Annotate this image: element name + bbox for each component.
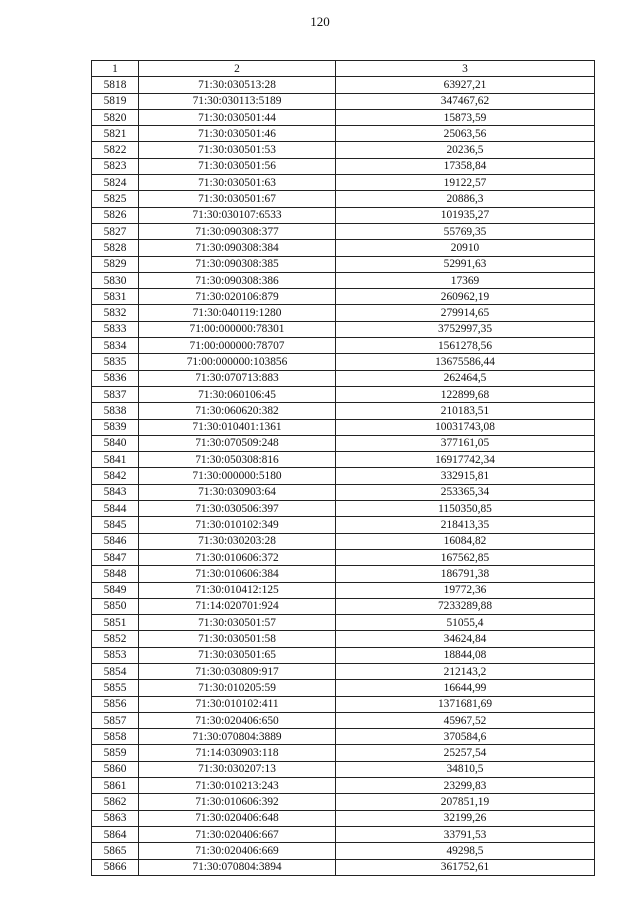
value-cell: 20910: [336, 240, 595, 256]
value-cell: 20886,3: [336, 191, 595, 207]
value-cell: 15873,59: [336, 109, 595, 125]
row-number-cell: 5826: [92, 207, 139, 223]
value-cell: 370584,6: [336, 729, 595, 745]
cadastral-number-cell: 71:30:000000:5180: [139, 468, 336, 484]
value-cell: 13675586,44: [336, 354, 595, 370]
cadastral-number-cell: 71:30:020406:648: [139, 810, 336, 826]
row-number-cell: 5827: [92, 223, 139, 239]
value-cell: 23299,83: [336, 778, 595, 794]
cadastral-number-cell: 71:30:030501:44: [139, 109, 336, 125]
cadastral-number-cell: 71:30:010606:392: [139, 794, 336, 810]
value-cell: 377161,05: [336, 435, 595, 451]
value-cell: 33791,53: [336, 826, 595, 842]
cadastral-number-cell: 71:30:090308:386: [139, 272, 336, 288]
cadastral-number-cell: 71:00:000000:78707: [139, 338, 336, 354]
row-number-cell: 5864: [92, 826, 139, 842]
row-number-cell: 5858: [92, 729, 139, 745]
value-cell: 16917742,34: [336, 452, 595, 468]
row-number-cell: 5860: [92, 761, 139, 777]
value-cell: 52991,63: [336, 256, 595, 272]
row-number-cell: 5854: [92, 663, 139, 679]
cadastral-number-cell: 71:30:060620:382: [139, 403, 336, 419]
row-number-cell: 5824: [92, 175, 139, 191]
cadastral-number-cell: 71:30:010102:349: [139, 517, 336, 533]
row-number-cell: 5866: [92, 859, 139, 875]
cadastral-value-table: [91, 60, 595, 876]
table-row: [92, 582, 595, 598]
column-header-3: 3: [336, 61, 595, 77]
row-number-cell: 5846: [92, 533, 139, 549]
table-row: [92, 403, 595, 419]
table-row: [92, 419, 595, 435]
table-row: [92, 859, 595, 875]
table-row: [92, 142, 595, 158]
table-row: [92, 452, 595, 468]
table-row: [92, 256, 595, 272]
value-cell: 332915,81: [336, 468, 595, 484]
value-cell: 7233289,88: [336, 598, 595, 614]
row-number-cell: 5822: [92, 142, 139, 158]
table-row: [92, 696, 595, 712]
table-row: [92, 598, 595, 614]
table-row: [92, 729, 595, 745]
value-cell: 1371681,69: [336, 696, 595, 712]
cadastral-number-cell: 71:14:020701:924: [139, 598, 336, 614]
cadastral-number-cell: 71:30:090308:385: [139, 256, 336, 272]
value-cell: 19122,57: [336, 175, 595, 191]
table-row: [92, 370, 595, 386]
row-number-cell: 5820: [92, 109, 139, 125]
value-cell: 218413,35: [336, 517, 595, 533]
value-cell: 101935,27: [336, 207, 595, 223]
table-header-row: [92, 61, 595, 77]
cadastral-number-cell: 71:30:030501:56: [139, 158, 336, 174]
row-number-cell: 5829: [92, 256, 139, 272]
row-number-cell: 5833: [92, 321, 139, 337]
row-number-cell: 5865: [92, 843, 139, 859]
cadastral-number-cell: 71:30:030203:28: [139, 533, 336, 549]
cadastral-number-cell: 71:30:070804:3889: [139, 729, 336, 745]
table-row: [92, 501, 595, 517]
table-row: [92, 321, 595, 337]
cadastral-number-cell: 71:30:010213:243: [139, 778, 336, 794]
row-number-cell: 5840: [92, 435, 139, 451]
row-number-cell: 5856: [92, 696, 139, 712]
cadastral-number-cell: 71:30:030501:57: [139, 615, 336, 631]
table-row: [92, 663, 595, 679]
row-number-cell: 5825: [92, 191, 139, 207]
row-number-cell: 5847: [92, 549, 139, 565]
table-row: [92, 158, 595, 174]
value-cell: 20236,5: [336, 142, 595, 158]
cadastral-number-cell: 71:30:030501:67: [139, 191, 336, 207]
cadastral-number-cell: 71:30:050308:816: [139, 452, 336, 468]
cadastral-number-cell: 71:30:070713:883: [139, 370, 336, 386]
cadastral-number-cell: 71:30:010102:411: [139, 696, 336, 712]
table-row: [92, 338, 595, 354]
row-number-cell: 5839: [92, 419, 139, 435]
table-row: [92, 794, 595, 810]
cadastral-number-cell: 71:30:010412:125: [139, 582, 336, 598]
table-row: [92, 712, 595, 728]
cadastral-number-cell: 71:30:030107:6533: [139, 207, 336, 223]
table-row: [92, 126, 595, 142]
table-row: [92, 223, 595, 239]
value-cell: 17358,84: [336, 158, 595, 174]
value-cell: 16084,82: [336, 533, 595, 549]
table-row: [92, 191, 595, 207]
cadastral-number-cell: 71:30:030501:46: [139, 126, 336, 142]
cadastral-number-cell: 71:30:030513:28: [139, 77, 336, 93]
table-row: [92, 354, 595, 370]
table-row: [92, 109, 595, 125]
cadastral-number-cell: 71:30:090308:377: [139, 223, 336, 239]
value-cell: 34810,5: [336, 761, 595, 777]
row-number-cell: 5821: [92, 126, 139, 142]
cadastral-number-cell: 71:30:030207:13: [139, 761, 336, 777]
value-cell: 63927,21: [336, 77, 595, 93]
value-cell: 167562,85: [336, 549, 595, 565]
value-cell: 18844,08: [336, 647, 595, 663]
table-row: [92, 631, 595, 647]
value-cell: 19772,36: [336, 582, 595, 598]
table-row: [92, 826, 595, 842]
cadastral-number-cell: 71:30:030506:397: [139, 501, 336, 517]
cadastral-number-cell: 71:30:070804:3894: [139, 859, 336, 875]
row-number-cell: 5838: [92, 403, 139, 419]
table-row: [92, 778, 595, 794]
cadastral-number-cell: 71:30:030501:58: [139, 631, 336, 647]
table-row: [92, 761, 595, 777]
cadastral-number-cell: 71:30:010205:59: [139, 680, 336, 696]
row-number-cell: 5831: [92, 289, 139, 305]
table-row: [92, 843, 595, 859]
row-number-cell: 5834: [92, 338, 139, 354]
value-cell: 25257,54: [336, 745, 595, 761]
table-row: [92, 566, 595, 582]
cadastral-number-cell: 71:30:030113:5189: [139, 93, 336, 109]
cadastral-number-cell: 71:30:010401:1361: [139, 419, 336, 435]
value-cell: 10031743,08: [336, 419, 595, 435]
table-row: [92, 484, 595, 500]
value-cell: 186791,38: [336, 566, 595, 582]
row-number-cell: 5863: [92, 810, 139, 826]
value-cell: 45967,52: [336, 712, 595, 728]
row-number-cell: 5823: [92, 158, 139, 174]
value-cell: 260962,19: [336, 289, 595, 305]
table-body: [92, 77, 595, 876]
table-row: [92, 533, 595, 549]
table-row: [92, 810, 595, 826]
cadastral-number-cell: 71:30:030809:917: [139, 663, 336, 679]
row-number-cell: 5837: [92, 386, 139, 402]
row-number-cell: 5835: [92, 354, 139, 370]
cadastral-number-cell: 71:14:030903:118: [139, 745, 336, 761]
cadastral-number-cell: 71:00:000000:78301: [139, 321, 336, 337]
value-cell: 1561278,56: [336, 338, 595, 354]
cadastral-number-cell: 71:30:010606:372: [139, 549, 336, 565]
value-cell: 17369: [336, 272, 595, 288]
table-row: [92, 93, 595, 109]
row-number-cell: 5848: [92, 566, 139, 582]
cadastral-number-cell: 71:30:010606:384: [139, 566, 336, 582]
cadastral-number-cell: 71:30:030903:64: [139, 484, 336, 500]
value-cell: 207851,19: [336, 794, 595, 810]
row-number-cell: 5851: [92, 615, 139, 631]
row-number-cell: 5845: [92, 517, 139, 533]
value-cell: 49298,5: [336, 843, 595, 859]
table-row: [92, 175, 595, 191]
cadastral-number-cell: 71:30:020406:650: [139, 712, 336, 728]
row-number-cell: 5843: [92, 484, 139, 500]
cadastral-number-cell: 71:30:030501:65: [139, 647, 336, 663]
table-row: [92, 468, 595, 484]
table-row: [92, 435, 595, 451]
row-number-cell: 5828: [92, 240, 139, 256]
value-cell: 55769,35: [336, 223, 595, 239]
row-number-cell: 5861: [92, 778, 139, 794]
row-number-cell: 5850: [92, 598, 139, 614]
value-cell: 279914,65: [336, 305, 595, 321]
cadastral-number-cell: 71:30:090308:384: [139, 240, 336, 256]
value-cell: 262464,5: [336, 370, 595, 386]
value-cell: 361752,61: [336, 859, 595, 875]
value-cell: 253365,34: [336, 484, 595, 500]
row-number-cell: 5857: [92, 712, 139, 728]
row-number-cell: 5842: [92, 468, 139, 484]
table-row: [92, 549, 595, 565]
cadastral-number-cell: 71:30:020406:669: [139, 843, 336, 859]
value-cell: 51055,4: [336, 615, 595, 631]
table-row: [92, 272, 595, 288]
row-number-cell: 5855: [92, 680, 139, 696]
page-number: 120: [310, 14, 330, 29]
row-number-cell: 5819: [92, 93, 139, 109]
row-number-cell: 5830: [92, 272, 139, 288]
cadastral-number-cell: 71:30:030501:63: [139, 175, 336, 191]
value-cell: 212143,2: [336, 663, 595, 679]
value-cell: 25063,56: [336, 126, 595, 142]
row-number-cell: 5832: [92, 305, 139, 321]
row-number-cell: 5818: [92, 77, 139, 93]
row-number-cell: 5836: [92, 370, 139, 386]
value-cell: 3752997,35: [336, 321, 595, 337]
cadastral-number-cell: 71:30:070509:248: [139, 435, 336, 451]
table-row: [92, 386, 595, 402]
value-cell: 122899,68: [336, 386, 595, 402]
row-number-cell: 5853: [92, 647, 139, 663]
table-row: [92, 240, 595, 256]
row-number-cell: 5859: [92, 745, 139, 761]
cadastral-number-cell: 71:30:020106:879: [139, 289, 336, 305]
cadastral-number-cell: 71:30:060106:45: [139, 386, 336, 402]
table-row: [92, 77, 595, 93]
table-row: [92, 289, 595, 305]
cadastral-number-cell: 71:30:020406:667: [139, 826, 336, 842]
cadastral-number-cell: 71:30:040119:1280: [139, 305, 336, 321]
table-row: [92, 745, 595, 761]
value-cell: 210183,51: [336, 403, 595, 419]
table-row: [92, 680, 595, 696]
table-row: [92, 615, 595, 631]
row-number-cell: 5852: [92, 631, 139, 647]
table-row: [92, 517, 595, 533]
cadastral-number-cell: 71:00:000000:103856: [139, 354, 336, 370]
value-cell: 32199,26: [336, 810, 595, 826]
table-row: [92, 207, 595, 223]
cadastral-number-cell: 71:30:030501:53: [139, 142, 336, 158]
table-row: [92, 305, 595, 321]
table-row: [92, 647, 595, 663]
row-number-cell: 5841: [92, 452, 139, 468]
value-cell: 1150350,85: [336, 501, 595, 517]
column-header-1: 1: [92, 61, 139, 77]
value-cell: 16644,99: [336, 680, 595, 696]
value-cell: 34624,84: [336, 631, 595, 647]
value-cell: 347467,62: [336, 93, 595, 109]
column-header-2: 2: [139, 61, 336, 77]
row-number-cell: 5862: [92, 794, 139, 810]
row-number-cell: 5844: [92, 501, 139, 517]
row-number-cell: 5849: [92, 582, 139, 598]
